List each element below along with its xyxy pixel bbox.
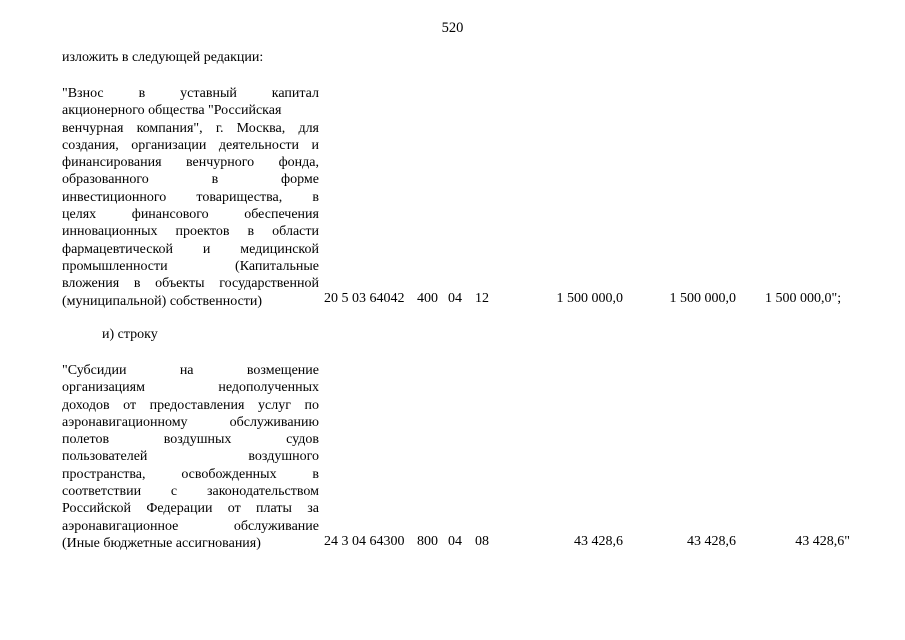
row-2-desc-line: организациям недополученных	[62, 380, 319, 396]
row-1-desc-line: фармацевтической и медицинской	[62, 241, 319, 257]
page-number: 520	[441, 20, 464, 36]
row-1-desc-line: образованного в форме	[62, 172, 319, 188]
row-1-desc-line: создания, организации деятельности и	[62, 137, 319, 153]
row-2-desc-line: доходов от предоставления услуг по	[62, 397, 319, 413]
intro-text: изложить в следующей редакции:	[62, 50, 264, 65]
row-1-desc-line: финансирования венчурного фонда,	[62, 155, 319, 171]
row-2-vr-code: 800	[417, 534, 438, 549]
row-1-value-1: 1 500 000,0	[556, 291, 623, 306]
row-2-description	[62, 362, 319, 552]
row-2-value-1: 43 428,6	[574, 534, 623, 549]
row-1-csr-code: 20 5 03 64042	[324, 291, 405, 306]
row-1-desc-line: целях финансового обеспечения	[62, 207, 319, 223]
row-1-desc-line: "Взнос в уставный капитал	[62, 86, 319, 101]
row-2-desc-line: пространства, освобожденных в	[62, 466, 319, 482]
row-1-value-2: 1 500 000,0	[669, 291, 736, 306]
row-1-desc-line: (муниципальной) собственности)	[62, 293, 263, 309]
row-2-csr-code: 24 3 04 64300	[324, 534, 405, 549]
row-2-desc-line: Российской Федерации от платы за	[62, 501, 319, 517]
row-2-rz-code: 04	[448, 534, 462, 549]
row-1-desc-line: венчурная компания", г. Москва, для	[62, 120, 319, 136]
row-1-desc-line: акционерного общества "Российская	[62, 103, 282, 119]
row-1-value-3: 1 500 000,0";	[765, 291, 842, 306]
row-1-pr-code: 12	[475, 291, 489, 306]
row-2-desc-line: аэронавигационному обслуживанию	[62, 414, 319, 430]
row-2-value-3: 43 428,6"	[795, 534, 850, 549]
row-1-desc-line: вложения в объекты государственной	[62, 276, 319, 292]
row-1-vr-code: 400	[417, 291, 438, 306]
row-1-description	[62, 85, 319, 310]
row-2-desc-line: аэронавигационное обслуживание	[62, 518, 319, 534]
row-1-desc-line: инновационных проектов в области	[62, 224, 319, 240]
row-1-desc-line: инвестиционного товарищества, в	[62, 189, 319, 205]
row-2-desc-line: соответствии с законодательством	[62, 484, 319, 500]
sub-item-label: и) строку	[102, 327, 158, 342]
row-1-desc-line: промышленности (Капитальные	[62, 258, 319, 274]
row-2-pr-code: 08	[475, 534, 489, 549]
row-2-value-2: 43 428,6	[687, 534, 736, 549]
row-2-desc-line: "Субсидии на возмещение	[62, 363, 319, 378]
row-1-rz-code: 04	[448, 291, 462, 306]
row-2-desc-line: полетов воздушных судов	[62, 432, 319, 448]
row-2-desc-line: (Иные бюджетные ассигнования)	[62, 535, 261, 551]
row-2-desc-line: пользователей воздушного	[62, 449, 319, 465]
